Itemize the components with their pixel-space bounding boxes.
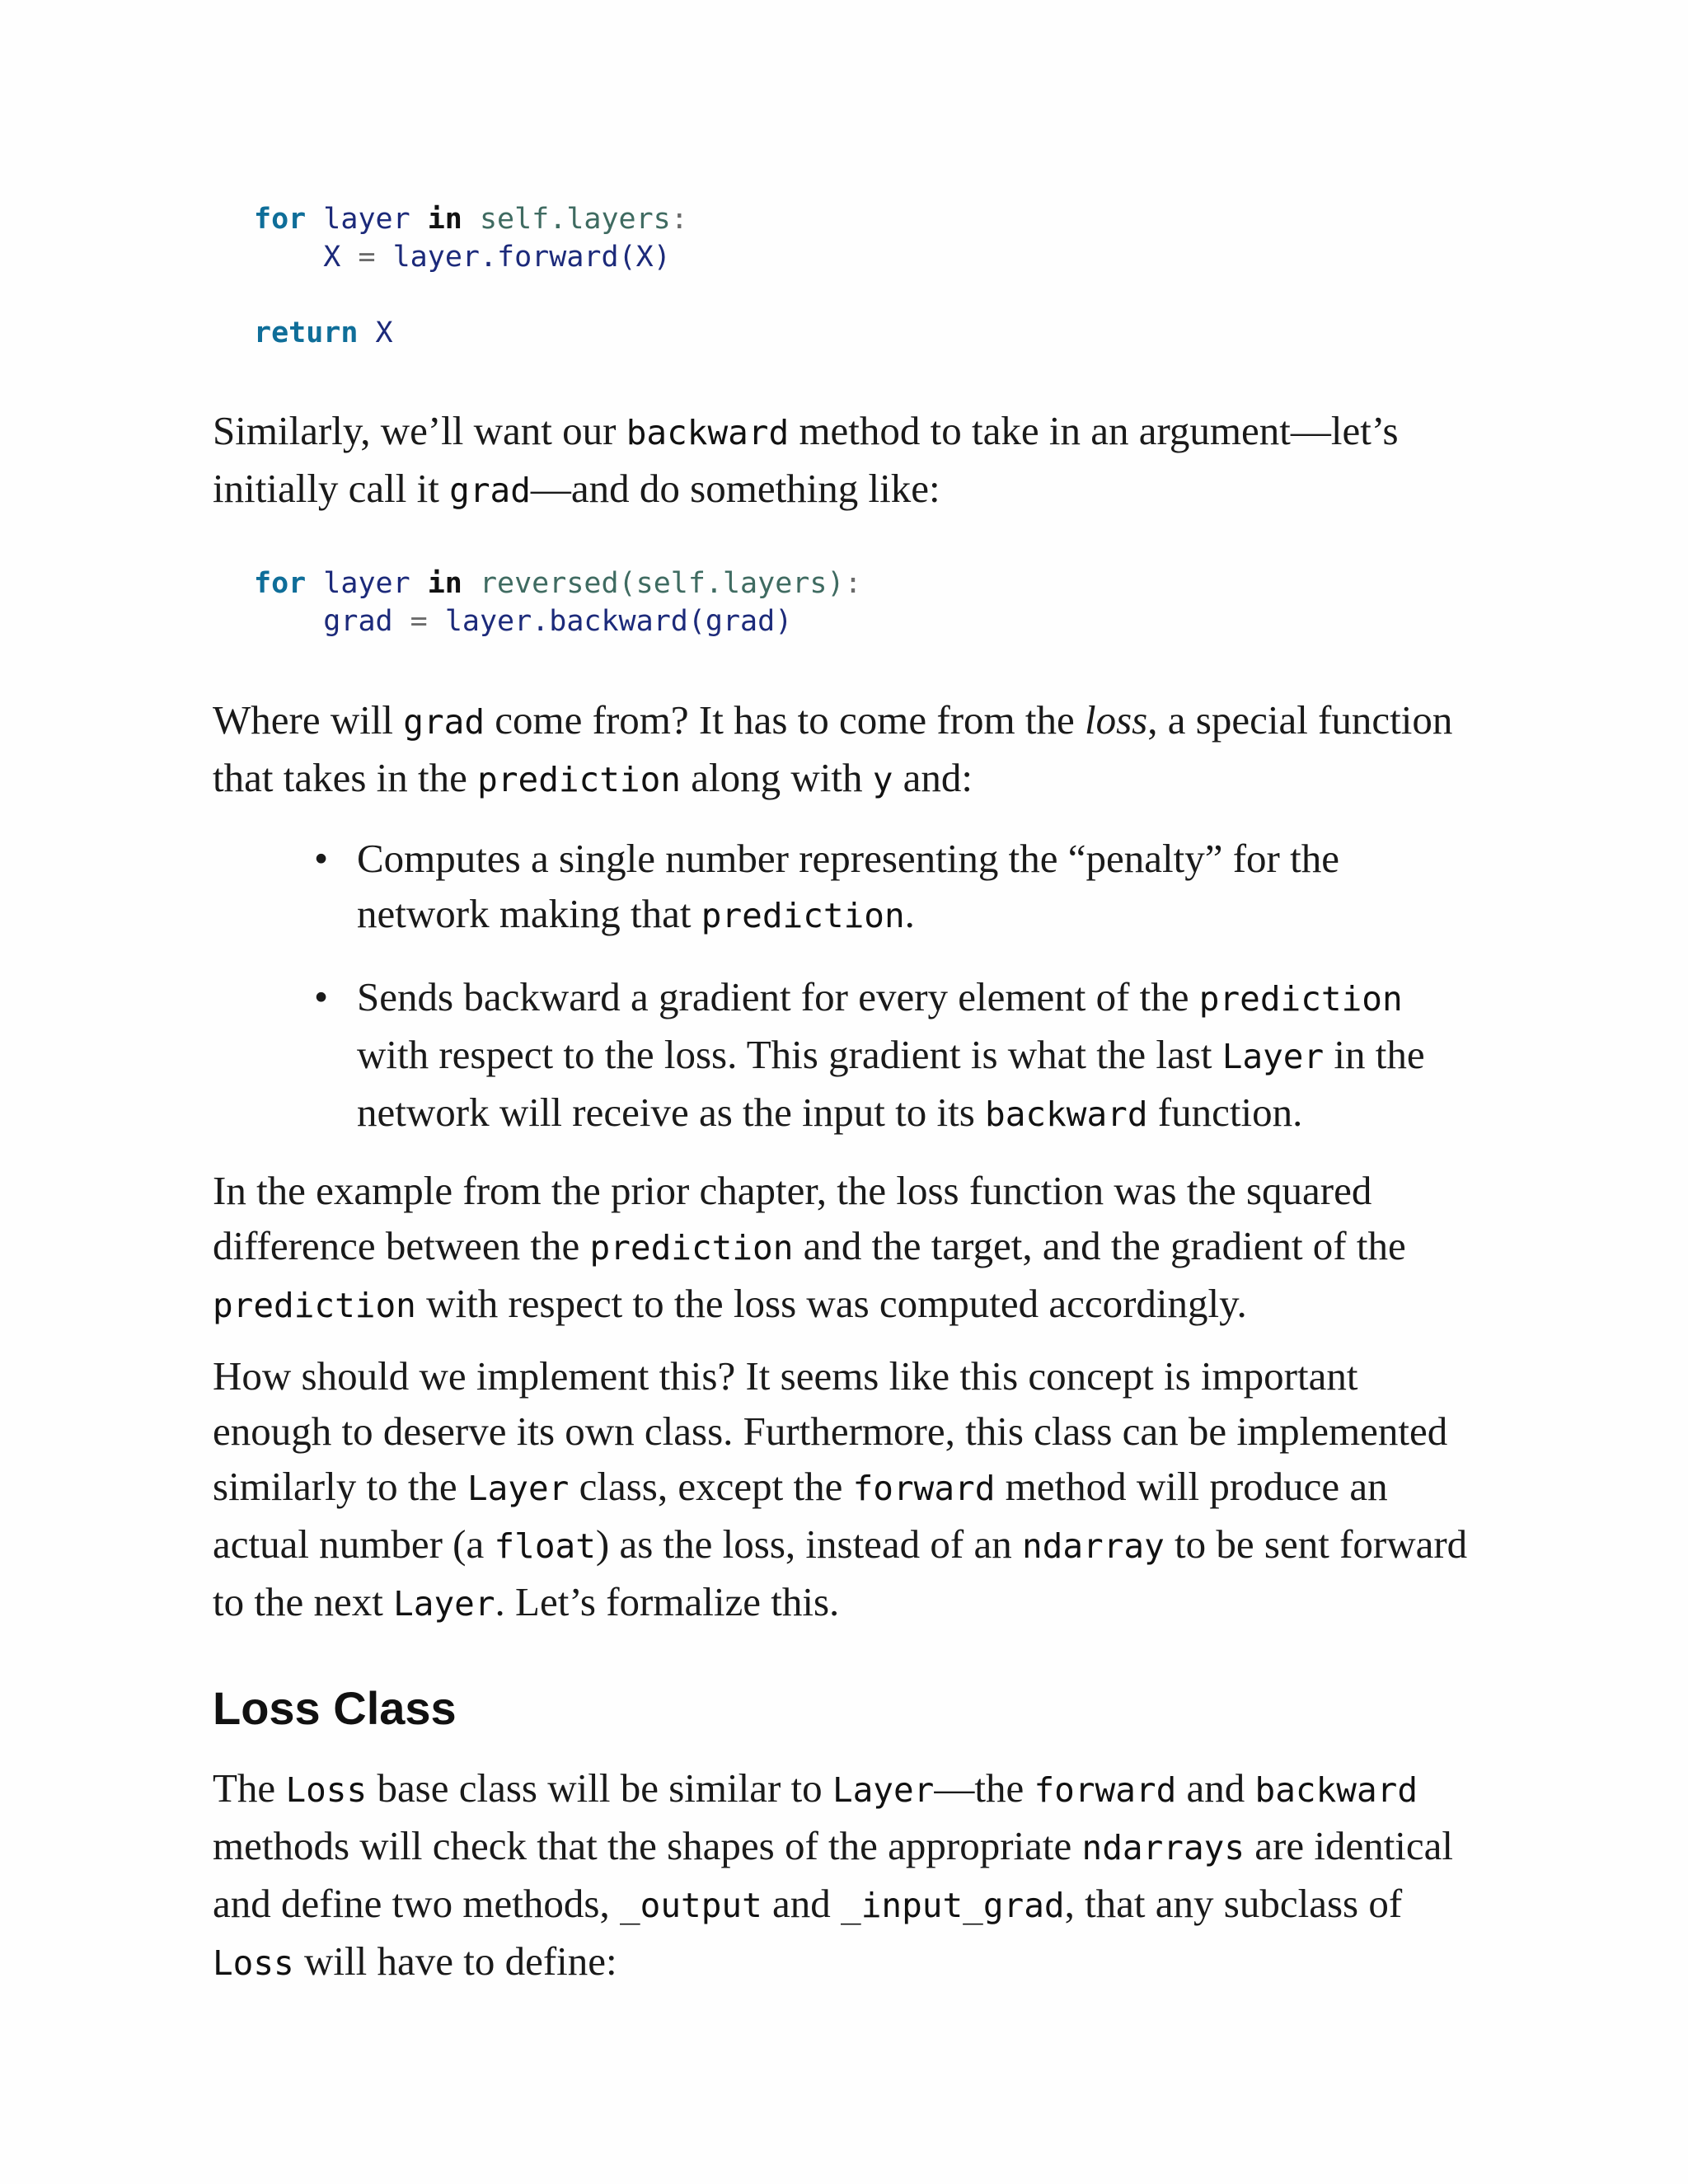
text: In the example from the prior chapter, the loss function was the squared difference between the — [213, 1168, 1372, 1268]
code-keyword: for — [254, 203, 307, 236]
inline-code: float — [494, 1526, 596, 1566]
text: —the — [934, 1765, 1034, 1811]
code-keyword: return — [254, 316, 359, 349]
text: come from? It has to come from the — [485, 697, 1085, 743]
code-call: layer.forward — [392, 241, 619, 274]
inline-code: grad — [449, 471, 531, 510]
text: and: — [893, 755, 973, 800]
list-item — [314, 969, 1461, 1142]
text: , that any subclass of — [1064, 1881, 1403, 1926]
code-keyword: for — [254, 567, 307, 600]
code-line — [254, 605, 792, 638]
inline-code: backward — [626, 413, 790, 452]
code-keyword: in — [427, 203, 462, 236]
inline-code: y — [872, 760, 893, 799]
paragraph-backward-intro — [213, 403, 1482, 518]
code-identifier: grad — [323, 605, 393, 638]
section-heading: Loss Class — [213, 1682, 457, 1734]
bullet-icon: • — [314, 836, 329, 881]
text: with respect to the loss was computed accordingly. — [415, 1281, 1247, 1326]
text: —and do something like: — [530, 466, 940, 511]
inline-code: _input_grad — [841, 1886, 1065, 1925]
code-punctuation: : — [844, 567, 862, 600]
code-line — [254, 241, 671, 274]
text: along with — [680, 755, 873, 800]
code-argument: (self.layers) — [618, 567, 845, 600]
text: Sends backward a gradient for every element of the — [357, 974, 1199, 1019]
text: methods will check that the shapes of the appropriate — [213, 1823, 1082, 1868]
text: will have to define: — [293, 1938, 617, 1984]
code-line — [254, 316, 393, 349]
code-identifier: layer — [323, 203, 410, 236]
inline-code: forward — [1034, 1770, 1177, 1810]
code-identifier: X — [375, 316, 393, 349]
text: method to take in an argument—let’s initially call it — [213, 408, 1399, 511]
code-line — [254, 203, 688, 236]
code-line — [254, 567, 862, 600]
inline-code: grad — [403, 702, 485, 742]
code-keyword: in — [427, 567, 462, 600]
code-argument: (X) — [618, 241, 671, 274]
text: in the network will receive as the input to its — [357, 1032, 1425, 1135]
paragraph-implementation — [213, 1348, 1482, 1632]
code-operator: = — [410, 605, 428, 638]
paragraph-prior-example — [213, 1163, 1482, 1333]
inline-code: ndarrays — [1081, 1828, 1245, 1868]
paragraph-grad-source — [213, 692, 1482, 808]
inline-code: Loss — [285, 1770, 368, 1810]
text: . — [904, 891, 915, 936]
text: with respect to the loss. This gradient is what the last — [357, 1032, 1222, 1077]
text: How should we implement this? It seems like this concept is important enough to deserve its own class. Furthermore, this class can be implemented similarly to the — [213, 1353, 1448, 1509]
inline-code: prediction — [477, 760, 681, 799]
text: Computes a single number representing the “penalty” for the network making that — [357, 836, 1339, 936]
code-operator: = — [358, 241, 376, 274]
list-item — [314, 831, 1461, 944]
text: and the target, and the gradient of the — [793, 1223, 1406, 1268]
text: to be sent forward to the next — [213, 1521, 1468, 1624]
inline-code: prediction — [589, 1228, 794, 1268]
text: are identical and define two methods, — [213, 1823, 1454, 1926]
inline-code: ndarray — [1022, 1526, 1165, 1566]
code-builtin: reversed — [479, 567, 619, 600]
inline-code: prediction — [1198, 979, 1403, 1019]
inline-code: backward — [985, 1094, 1148, 1134]
paragraph-loss-base-class — [213, 1760, 1482, 1991]
code-argument: (grad) — [687, 605, 793, 638]
text: and — [762, 1881, 842, 1926]
text: The — [213, 1765, 286, 1811]
inline-code: Loss — [213, 1943, 294, 1983]
emphasis: loss — [1085, 697, 1148, 743]
text: base class will be similar to — [367, 1765, 832, 1811]
code-block-backward-loop — [254, 565, 862, 640]
text: Where will — [213, 697, 404, 743]
text: , a special function that takes in the — [213, 697, 1453, 800]
inline-code: prediction — [213, 1286, 416, 1325]
code-identifier: self.layers — [479, 203, 671, 236]
inline-code: Layer — [1221, 1037, 1325, 1076]
inline-code: Layer — [393, 1584, 495, 1624]
inline-code: backward — [1254, 1770, 1418, 1810]
text: ) as the loss, instead of an — [595, 1521, 1022, 1567]
code-block-forward-loop — [254, 200, 688, 352]
text: Similarly, we’ll want our — [213, 408, 626, 453]
text: function. — [1147, 1090, 1303, 1135]
inline-code: Layer — [832, 1770, 935, 1810]
text: . Let’s formalize this. — [495, 1579, 840, 1624]
code-identifier: X — [323, 241, 341, 274]
code-punctuation: : — [670, 203, 688, 236]
bullet-icon: • — [314, 974, 329, 1019]
inline-code: Layer — [467, 1469, 570, 1508]
code-call: layer.backward — [444, 605, 688, 638]
code-identifier: layer — [323, 567, 410, 600]
text: method will produce an actual number (a — [213, 1464, 1388, 1567]
inline-code: _output — [619, 1886, 762, 1925]
text: class, except the — [569, 1464, 853, 1509]
text: and — [1176, 1765, 1255, 1811]
inline-code: prediction — [701, 896, 905, 935]
inline-code: forward — [852, 1469, 996, 1508]
